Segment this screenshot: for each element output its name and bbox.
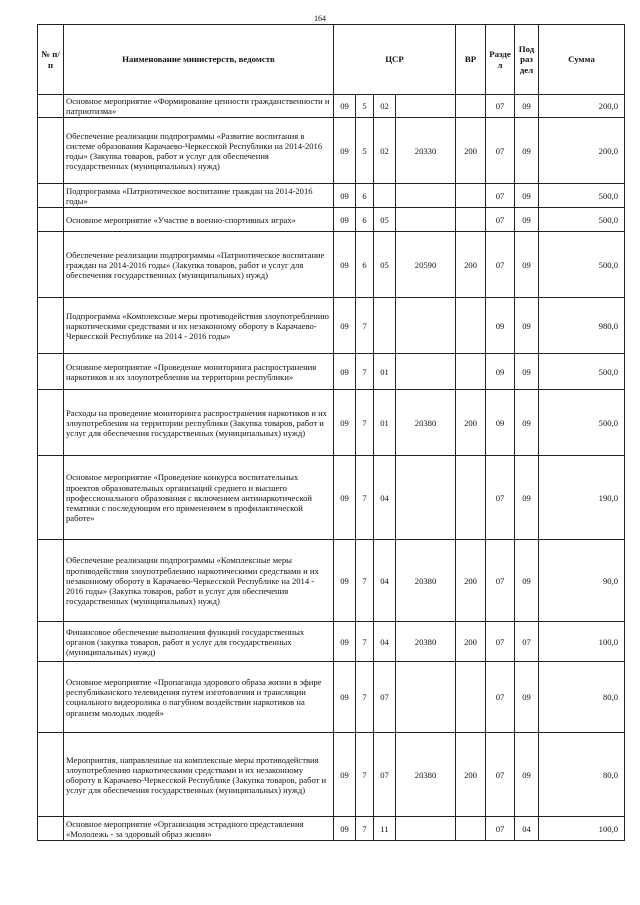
cell-pr: 09	[515, 118, 539, 184]
cell-sum: 100,0	[539, 622, 625, 662]
cell-c4	[396, 817, 456, 841]
cell-num	[38, 662, 64, 733]
cell-sum: 500,0	[539, 390, 625, 456]
cell-c1: 09	[334, 817, 356, 841]
header-csr: ЦСР	[334, 25, 456, 95]
cell-rz: 07	[486, 232, 515, 298]
cell-vr	[456, 95, 486, 118]
cell-num	[38, 354, 64, 390]
cell-rz: 07	[486, 540, 515, 622]
cell-name: Основное мероприятие «Формирование ценности гражданственности и патриотизма»	[64, 95, 334, 118]
cell-c3	[374, 298, 396, 354]
cell-name: Обеспечение реализации подпрограммы «Комплексные меры противодействия злоупотреблению наркотическими средствами и их незаконному обороту в Карачаево-Черкесской Республике на 2014 - 2016 годы» (Закупка товаров, работ и услуг для обеспечения государственных (муниципальных) нужд)	[64, 540, 334, 622]
cell-c2: 7	[356, 622, 374, 662]
cell-c4	[396, 662, 456, 733]
cell-rz: 09	[486, 390, 515, 456]
cell-pr: 09	[515, 662, 539, 733]
cell-c1: 09	[334, 540, 356, 622]
cell-num	[38, 298, 64, 354]
cell-c4	[396, 184, 456, 208]
cell-vr	[456, 354, 486, 390]
table-row	[38, 456, 625, 540]
cell-c4: 20380	[396, 540, 456, 622]
cell-num	[38, 733, 64, 817]
cell-vr: 200	[456, 390, 486, 456]
cell-num	[38, 232, 64, 298]
table-row	[38, 118, 625, 184]
table-row	[38, 298, 625, 354]
cell-rz: 07	[486, 622, 515, 662]
cell-vr: 200	[456, 733, 486, 817]
table-row	[38, 733, 625, 817]
cell-c4: 20330	[396, 118, 456, 184]
cell-rz: 07	[486, 184, 515, 208]
cell-vr	[456, 298, 486, 354]
cell-num	[38, 540, 64, 622]
cell-vr: 200	[456, 232, 486, 298]
cell-name: Мероприятия, направленные на комплексные меры противодействия злоупотреблению наркотическими средствами и их незаконному обороту в Карачаево-Черкесской Республике (Закупка товаров, работ и услуг для обеспечения государственных (муниципальных) нужд)	[64, 733, 334, 817]
cell-c3: 01	[374, 390, 396, 456]
cell-name: Финансовое обеспечение выполнения функций государственных органов (закупка товаров, работ и услуг для государственных (муниципальных) нужд)	[64, 622, 334, 662]
cell-name: Основное мероприятие «Проведение конкурса воспитательных проектов образовательных организаций среднего и высшего профессионального образования с включением антинаркотической тематики с последующим его применением в профилактической работе»	[64, 456, 334, 540]
cell-c2: 7	[356, 662, 374, 733]
cell-vr: 200	[456, 540, 486, 622]
cell-vr	[456, 184, 486, 208]
cell-name: Основное мероприятие «Проведение мониторинга распространения наркотиков и их злоупотребления на территории республики»	[64, 354, 334, 390]
cell-c1: 09	[334, 662, 356, 733]
cell-rz: 07	[486, 817, 515, 841]
cell-pr: 09	[515, 298, 539, 354]
cell-c3: 11	[374, 817, 396, 841]
cell-c3: 05	[374, 232, 396, 298]
cell-c1: 09	[334, 184, 356, 208]
header-num: № п/п	[38, 25, 64, 95]
cell-rz: 07	[486, 208, 515, 232]
cell-c2: 6	[356, 208, 374, 232]
cell-c1: 09	[334, 208, 356, 232]
table-row	[38, 817, 625, 841]
header-razdel: Разде л	[486, 25, 515, 95]
cell-c3: 07	[374, 733, 396, 817]
cell-pr: 09	[515, 733, 539, 817]
cell-rz: 07	[486, 662, 515, 733]
cell-c1: 09	[334, 298, 356, 354]
table-row	[38, 354, 625, 390]
cell-pr: 09	[515, 390, 539, 456]
cell-rz: 07	[486, 733, 515, 817]
table-row	[38, 540, 625, 622]
cell-rz: 09	[486, 354, 515, 390]
cell-c1: 09	[334, 232, 356, 298]
cell-c3: 01	[374, 354, 396, 390]
cell-name: Основное мероприятие «Организация эстрадного представления «Мололежь - за здоровый образ жизни»	[64, 817, 334, 841]
cell-num	[38, 390, 64, 456]
table-row	[38, 662, 625, 733]
cell-vr: 200	[456, 118, 486, 184]
cell-c3: 05	[374, 208, 396, 232]
table-header-row	[38, 25, 625, 95]
cell-rz: 07	[486, 118, 515, 184]
cell-num	[38, 118, 64, 184]
cell-c3: 04	[374, 540, 396, 622]
cell-num	[38, 95, 64, 118]
cell-sum: 500,0	[539, 232, 625, 298]
cell-rz: 07	[486, 456, 515, 540]
cell-c2: 7	[356, 540, 374, 622]
cell-c3	[374, 184, 396, 208]
cell-c1: 09	[334, 118, 356, 184]
cell-c3: 04	[374, 456, 396, 540]
cell-num	[38, 817, 64, 841]
cell-sum: 190,0	[539, 456, 625, 540]
cell-c2: 5	[356, 118, 374, 184]
cell-c4: 20590	[396, 232, 456, 298]
cell-c3: 02	[374, 95, 396, 118]
cell-sum: 80,0	[539, 733, 625, 817]
cell-c2: 7	[356, 733, 374, 817]
cell-pr: 04	[515, 817, 539, 841]
cell-sum: 500,0	[539, 184, 625, 208]
cell-sum: 500,0	[539, 208, 625, 232]
cell-name: Расходы на проведение мониторинга распространения наркотиков и их злоупотребления на территории республики (Закупка товаров, работ и услуг для обеспечения государственных (муниципальных) нужд)	[64, 390, 334, 456]
cell-c3: 02	[374, 118, 396, 184]
cell-num	[38, 622, 64, 662]
header-summa: Сумма	[539, 25, 625, 95]
cell-c4	[396, 456, 456, 540]
cell-c4	[396, 95, 456, 118]
header-vr: ВР	[456, 25, 486, 95]
cell-c1: 09	[334, 456, 356, 540]
cell-c4	[396, 354, 456, 390]
cell-sum: 90,0	[539, 540, 625, 622]
cell-vr	[456, 208, 486, 232]
cell-c2: 7	[356, 817, 374, 841]
table-row	[38, 208, 625, 232]
cell-pr: 09	[515, 354, 539, 390]
cell-c1: 09	[334, 354, 356, 390]
header-name: Наименование министерств, ведомств	[64, 25, 334, 95]
cell-c3: 04	[374, 622, 396, 662]
cell-sum: 500,0	[539, 354, 625, 390]
cell-sum: 980,0	[539, 298, 625, 354]
cell-name: Обеспечение реализации подпрограммы «Патриотическое воспитание граждан на 2014-2016 годы» (Закупка товаров, работ и услуг для обеспечения государственных (муниципальных) нужд)	[64, 232, 334, 298]
cell-name: Обеспечение реализации подпрограммы «Развитие воспитания в системе образования Карачаево-Черкесской Республики на 2014-2016 годы» (Закупка товаров, работ и услуг для обеспечения государственных (муниципальных) нужд)	[64, 118, 334, 184]
cell-c4: 20380	[396, 733, 456, 817]
cell-c1: 09	[334, 390, 356, 456]
cell-c4	[396, 298, 456, 354]
cell-c4: 20380	[396, 622, 456, 662]
cell-pr: 07	[515, 622, 539, 662]
cell-rz: 09	[486, 298, 515, 354]
cell-c1: 09	[334, 95, 356, 118]
cell-c2: 7	[356, 298, 374, 354]
cell-name: Подпрограмма «Комплексные меры противодействия злоупотреблению наркотическими средствами и их незаконному обороту в Карачаево-Черкесской Республике на 2014 - 2016 годы»	[64, 298, 334, 354]
table-row	[38, 622, 625, 662]
cell-c2: 7	[356, 390, 374, 456]
cell-c2: 6	[356, 232, 374, 298]
cell-sum: 200,0	[539, 95, 625, 118]
cell-num	[38, 208, 64, 232]
cell-c3: 07	[374, 662, 396, 733]
cell-c1: 09	[334, 733, 356, 817]
cell-num	[38, 184, 64, 208]
page-number: 164	[314, 14, 326, 23]
cell-c2: 7	[356, 354, 374, 390]
cell-pr: 09	[515, 232, 539, 298]
cell-vr	[456, 456, 486, 540]
cell-pr: 09	[515, 208, 539, 232]
cell-vr	[456, 662, 486, 733]
budget-table	[37, 24, 625, 841]
table-row	[38, 95, 625, 118]
header-podrazdel: Под раз дел	[515, 25, 539, 95]
cell-c1: 09	[334, 622, 356, 662]
cell-name: Подпрограмма «Патриотическое воспитание граждан на 2014-2016 годы»	[64, 184, 334, 208]
cell-c2: 5	[356, 95, 374, 118]
table-row	[38, 232, 625, 298]
table-row	[38, 390, 625, 456]
cell-sum: 80,0	[539, 662, 625, 733]
cell-vr: 200	[456, 622, 486, 662]
cell-rz: 07	[486, 95, 515, 118]
table-row	[38, 184, 625, 208]
cell-sum: 100,0	[539, 817, 625, 841]
cell-pr: 09	[515, 95, 539, 118]
cell-pr: 09	[515, 456, 539, 540]
cell-name: Основное мероприятие «Участие в военно-спортивных играх»	[64, 208, 334, 232]
cell-pr: 09	[515, 184, 539, 208]
cell-c4: 20380	[396, 390, 456, 456]
cell-pr: 09	[515, 540, 539, 622]
cell-c2: 7	[356, 456, 374, 540]
cell-vr	[456, 817, 486, 841]
cell-sum: 200,0	[539, 118, 625, 184]
cell-num	[38, 456, 64, 540]
cell-c4	[396, 208, 456, 232]
cell-name: Основное мероприятие «Пропаганда здорового образа жизни в эфире республиканского телевидения путем изготовления и трансляции социального видеоролика о пагубном воздействии наркотиков на организм молодых людей»	[64, 662, 334, 733]
cell-c2: 6	[356, 184, 374, 208]
